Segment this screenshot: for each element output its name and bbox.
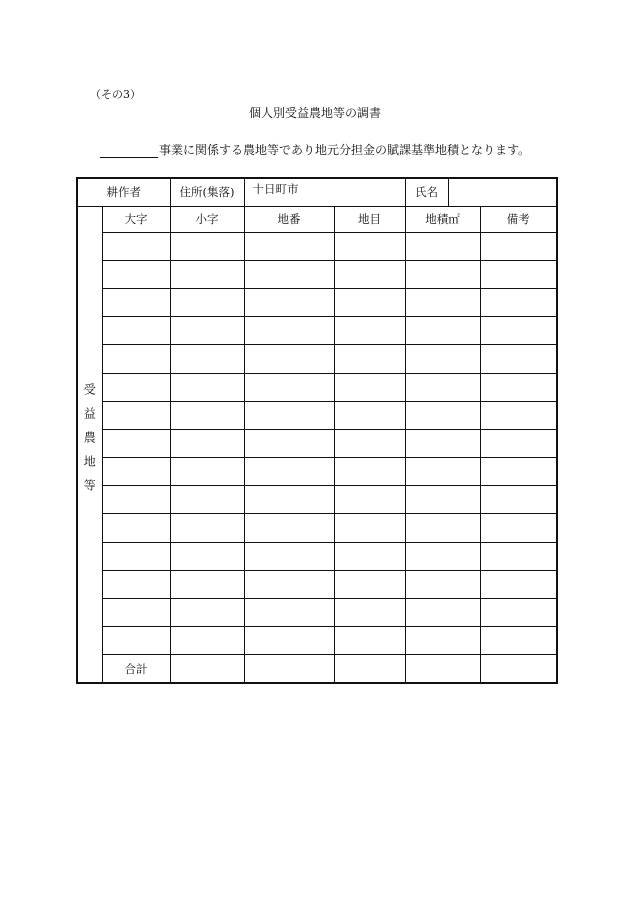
total-row — [77, 655, 557, 683]
cell-chiban[interactable] — [244, 486, 334, 514]
cell-remarks[interactable] — [480, 429, 557, 457]
name-label: 氏名 — [406, 179, 449, 206]
table-row — [77, 345, 557, 373]
table-row — [77, 260, 557, 288]
name-value[interactable] — [449, 179, 557, 206]
cell-remarks[interactable] — [480, 458, 557, 486]
cell-area[interactable] — [405, 317, 480, 345]
table-row — [77, 289, 557, 317]
cell-area[interactable] — [405, 260, 480, 288]
cell-oaza[interactable] — [102, 373, 170, 401]
table-row — [77, 486, 557, 514]
cell-koaza[interactable] — [170, 598, 244, 626]
cell-area[interactable] — [405, 626, 480, 654]
cell-oaza[interactable] — [102, 514, 170, 542]
cell-chiban[interactable] — [244, 317, 334, 345]
col-header-chiban: 地番 — [244, 206, 334, 232]
cell-oaza[interactable] — [102, 542, 170, 570]
cell-area[interactable] — [405, 570, 480, 598]
beneficiary-land-table — [76, 177, 558, 684]
cell-chiban[interactable] — [244, 514, 334, 542]
statement-text: 事業に関係する農地等であり地元分担金の賦課基準地積となります。 — [159, 143, 531, 157]
cell-chiban[interactable] — [244, 401, 334, 429]
table-row — [77, 626, 557, 654]
cell-area[interactable] — [405, 486, 480, 514]
table-row — [77, 514, 557, 542]
cell-area[interactable] — [405, 542, 480, 570]
cell-remarks[interactable] — [480, 626, 557, 654]
cell-koaza[interactable] — [170, 232, 244, 260]
col-header-koaza: 小字 — [170, 206, 244, 232]
cell-remarks[interactable] — [480, 570, 557, 598]
table-row — [77, 458, 557, 486]
cell-oaza[interactable] — [102, 486, 170, 514]
cell-area[interactable] — [405, 345, 480, 373]
vertical-label-cell — [77, 206, 102, 683]
cell-remarks[interactable] — [480, 232, 557, 260]
statement — [100, 141, 530, 158]
cell-koaza[interactable] — [170, 486, 244, 514]
col-header-oaza: 大字 — [102, 206, 170, 232]
cell-remarks[interactable] — [480, 542, 557, 570]
cell-chiban[interactable] — [244, 458, 334, 486]
cell-area[interactable] — [405, 429, 480, 457]
cell-area[interactable] — [405, 373, 480, 401]
cell-oaza[interactable] — [102, 289, 170, 317]
cell-remarks[interactable] — [480, 598, 557, 626]
cell-chiban[interactable] — [244, 570, 334, 598]
cell-chimoku[interactable] — [334, 289, 405, 317]
cell-chimoku[interactable] — [334, 570, 405, 598]
table-row — [77, 542, 557, 570]
cell-area[interactable] — [405, 401, 480, 429]
cell-chimoku[interactable] — [334, 542, 405, 570]
project-name-blank[interactable] — [100, 145, 158, 158]
cell-remarks[interactable] — [480, 486, 557, 514]
cell-remarks[interactable] — [480, 373, 557, 401]
cell-chiban[interactable] — [244, 429, 334, 457]
cell-chiban[interactable] — [244, 542, 334, 570]
total-chimoku-cell[interactable] — [334, 655, 405, 683]
cell-area[interactable] — [405, 514, 480, 542]
vertical-label: 受益農地等 — [82, 382, 97, 503]
cell-chiban[interactable] — [244, 373, 334, 401]
cell-chimoku[interactable] — [334, 317, 405, 345]
cell-remarks[interactable] — [480, 401, 557, 429]
cell-chimoku[interactable] — [334, 345, 405, 373]
cell-chimoku[interactable] — [334, 429, 405, 457]
cell-chiban[interactable] — [244, 260, 334, 288]
cell-remarks[interactable] — [480, 260, 557, 288]
cell-oaza[interactable] — [102, 598, 170, 626]
cell-chiban[interactable] — [244, 626, 334, 654]
cell-koaza[interactable] — [170, 458, 244, 486]
cell-koaza[interactable] — [170, 514, 244, 542]
total-area-cell[interactable] — [405, 655, 480, 683]
address-value[interactable]: 十日町市 — [244, 178, 405, 206]
cell-koaza[interactable] — [170, 401, 244, 429]
cell-chimoku[interactable] — [334, 598, 405, 626]
section-label: （その3） — [90, 88, 141, 101]
table-row — [77, 598, 557, 626]
cell-oaza[interactable] — [102, 260, 170, 288]
table-row — [77, 232, 557, 260]
cell-chimoku[interactable] — [334, 232, 405, 260]
cell-oaza[interactable] — [102, 232, 170, 260]
cell-koaza[interactable] — [170, 626, 244, 654]
cell-area[interactable] — [405, 289, 480, 317]
cell-remarks[interactable] — [480, 317, 557, 345]
total-chiban-cell[interactable] — [244, 655, 334, 683]
table-row — [77, 373, 557, 401]
cell-area[interactable] — [405, 232, 480, 260]
cultivator-label: 耕作者 — [77, 178, 170, 206]
cell-remarks[interactable] — [480, 345, 557, 373]
cell-koaza[interactable] — [170, 260, 244, 288]
cell-chimoku[interactable] — [334, 458, 405, 486]
header-row — [77, 178, 557, 206]
cell-chiban[interactable] — [244, 289, 334, 317]
col-header-remarks: 備考 — [480, 206, 557, 232]
cell-chimoku[interactable] — [334, 514, 405, 542]
cell-koaza[interactable] — [170, 570, 244, 598]
cell-chimoku[interactable] — [334, 626, 405, 654]
cell-oaza[interactable] — [102, 458, 170, 486]
cell-koaza[interactable] — [170, 289, 244, 317]
cell-chimoku[interactable] — [334, 260, 405, 288]
cell-oaza[interactable] — [102, 345, 170, 373]
cell-koaza[interactable] — [170, 429, 244, 457]
name-cell — [405, 178, 557, 206]
col-header-area: 地積㎡ — [405, 206, 480, 232]
cell-oaza[interactable] — [102, 570, 170, 598]
cell-chiban[interactable] — [244, 232, 334, 260]
cell-chiban[interactable] — [244, 345, 334, 373]
table-row — [77, 401, 557, 429]
document-title: 個人別受益農地等の調書 — [248, 106, 381, 120]
cell-area[interactable] — [405, 458, 480, 486]
cell-koaza[interactable] — [170, 373, 244, 401]
cell-oaza[interactable] — [102, 626, 170, 654]
cell-remarks[interactable] — [480, 514, 557, 542]
col-header-chimoku: 地目 — [334, 206, 405, 232]
table-row — [77, 317, 557, 345]
cell-koaza[interactable] — [170, 317, 244, 345]
total-remarks-cell[interactable] — [480, 655, 557, 683]
table-row — [77, 570, 557, 598]
cell-area[interactable] — [405, 598, 480, 626]
cell-koaza[interactable] — [170, 542, 244, 570]
cell-koaza[interactable] — [170, 345, 244, 373]
cell-chiban[interactable] — [244, 598, 334, 626]
cell-chimoku[interactable] — [334, 373, 405, 401]
total-label: 合計 — [102, 655, 170, 683]
cell-chimoku[interactable] — [334, 486, 405, 514]
cell-oaza[interactable] — [102, 401, 170, 429]
cell-oaza[interactable] — [102, 317, 170, 345]
table-row — [77, 429, 557, 457]
cell-chimoku[interactable] — [334, 401, 405, 429]
total-koaza-cell[interactable] — [170, 655, 244, 683]
cell-remarks[interactable] — [480, 289, 557, 317]
address-label: 住所(集落) — [170, 178, 244, 206]
column-header-row — [77, 206, 557, 232]
cell-oaza[interactable] — [102, 429, 170, 457]
